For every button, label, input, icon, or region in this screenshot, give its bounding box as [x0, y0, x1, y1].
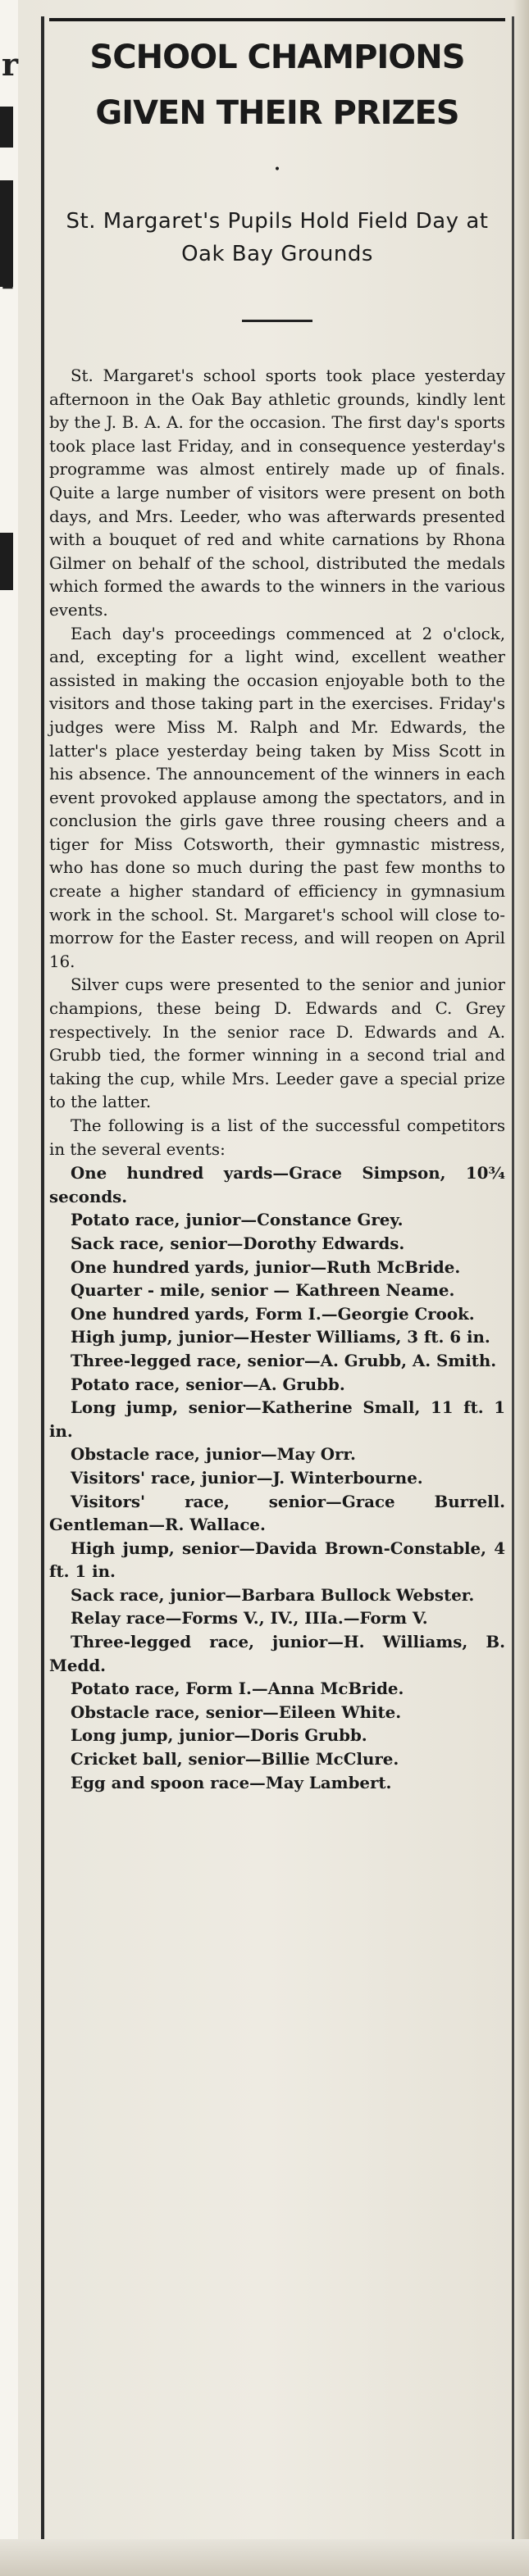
list-item: Long jump, junior—Doris Grubb.	[71, 1725, 367, 1746]
list-item: Three-legged race, senior—A. Grubb, A. Smith.	[71, 1350, 497, 1370]
margin-fragment-top: r	[2, 46, 19, 83]
column-rule-right	[512, 16, 514, 2576]
paragraph-3: Silver cups were presented to the senior and junior champions, these being D. Edwards and C. Grey respectively. In the senior race D. Edwards and A. Grubb tied, the former winning in a second trial and taking the cup, while Mrs. Leeder gave a special prize to the latter.	[49, 975, 505, 1112]
headline-line-2: GIVEN THEIR PRIZES	[95, 94, 459, 132]
margin-ink-bar	[0, 107, 13, 148]
margin-ink-bar	[0, 180, 13, 287]
list-item: One hundred yards, Form I.—Georgie Crook.	[71, 1303, 475, 1324]
paragraph-2: Each day's proceedings commenced at 2 o'clock, and, excepting for a light wind, excellent weather assisted in making the occasion enjoyable both to the visitors and those taking part in the exercises. Friday's judges were Miss M. Ralph and Mr. Edwards, the latter's place yesterday being taken by Miss Scott in his absence. The announcement of the winners in each event provoked applause among the spectators, and in conclusion the girls gave three rousing cheers and a tiger for Miss Cotsworth, their gymnastic mistress, who has done so much during the past few months to create a higher standard of efficiency in gymnasium work in the school. St. Margaret's school will close to-morrow for the Easter recess, and will reopen on April 16.	[49, 624, 505, 971]
column-rule-left	[41, 16, 44, 2576]
list-item: Three-legged race, junior—H. Williams, B. Medd.	[49, 1632, 505, 1675]
list-item: Visitors' race, senior—Grace Burrell. Gentleman—R. Wallace.	[49, 1491, 505, 1535]
list-item: High jump, senior—Davida Brown-Constable, 4 ft. 1 in.	[49, 1538, 505, 1582]
bottom-margin-strip	[0, 2539, 529, 2576]
list-item: Egg and spoon race—May Lambert.	[71, 1772, 392, 1792]
list-item: Obstacle race, senior—Eileen White.	[71, 1701, 402, 1722]
list-item: High jump, junior—Hester Williams, 3 ft. 6 in.	[71, 1327, 490, 1347]
dot-separator: •	[273, 163, 281, 176]
paragraph-1: St. Margaret's school sports took place yesterday afternoon in the Oak Bay athletic grounds, kindly lent by the J. B. A. A. for the occasion. The first day's sports took place last Friday, and in consequence yesterday's programme was almost entirely made up of finals. Quite a large number of visitors were present on both days, and Mrs. Leeder, who was afterwards presented with a bouquet of red and white carnations by Rhona Gilmer on behalf of the school, distributed the medals which formed the awards to the winners in the various events.	[49, 366, 505, 620]
list-item: One hundred yards, junior—Ruth McBride.	[71, 1256, 461, 1277]
list-item: Cricket ball, senior—Billie McClure.	[71, 1749, 399, 1770]
subheadline-deck: St. Margaret's Pupils Hold Field Day at Oak Bay Grounds	[66, 209, 489, 266]
list-item: Quarter - mile, senior — Kathreen Neame.	[71, 1280, 455, 1301]
list-item: Visitors' race, junior—J. Winterbourne.	[71, 1467, 423, 1488]
list-item: Potato race, Form I.—Anna McBride.	[71, 1679, 404, 1699]
margin-ink-bar	[0, 533, 13, 590]
list-item: Sack race, senior—Dorothy Edwards.	[71, 1233, 405, 1253]
results-list	[49, 1161, 505, 1794]
list-item: Long jump, senior—Katherine Small, 11 ft. 1 in.	[49, 1397, 505, 1441]
dash-separator	[242, 320, 312, 322]
list-item: Relay race—Forms V., IV., IIIa.—Form V.	[71, 1608, 428, 1629]
list-item: One hundred yards—Grace Simpson, 10¾ seconds.	[49, 1163, 505, 1206]
list-item: Potato race, senior—A. Grubb.	[71, 1374, 345, 1394]
left-margin-strip	[0, 0, 18, 2576]
headline-line-1: SCHOOL CHAMPIONS	[89, 39, 465, 76]
list-item: Obstacle race, junior—May Orr.	[71, 1444, 356, 1465]
list-item: Potato race, junior—Constance Grey.	[71, 1210, 404, 1230]
top-rule	[49, 18, 505, 21]
article-body	[49, 365, 505, 1161]
article-column	[49, 18, 505, 1794]
list-item: Sack race, junior—Barbara Bullock Webster.	[71, 1584, 475, 1605]
paragraph-4: The following is a list of the successful competitors in the several events:	[49, 1116, 505, 1159]
